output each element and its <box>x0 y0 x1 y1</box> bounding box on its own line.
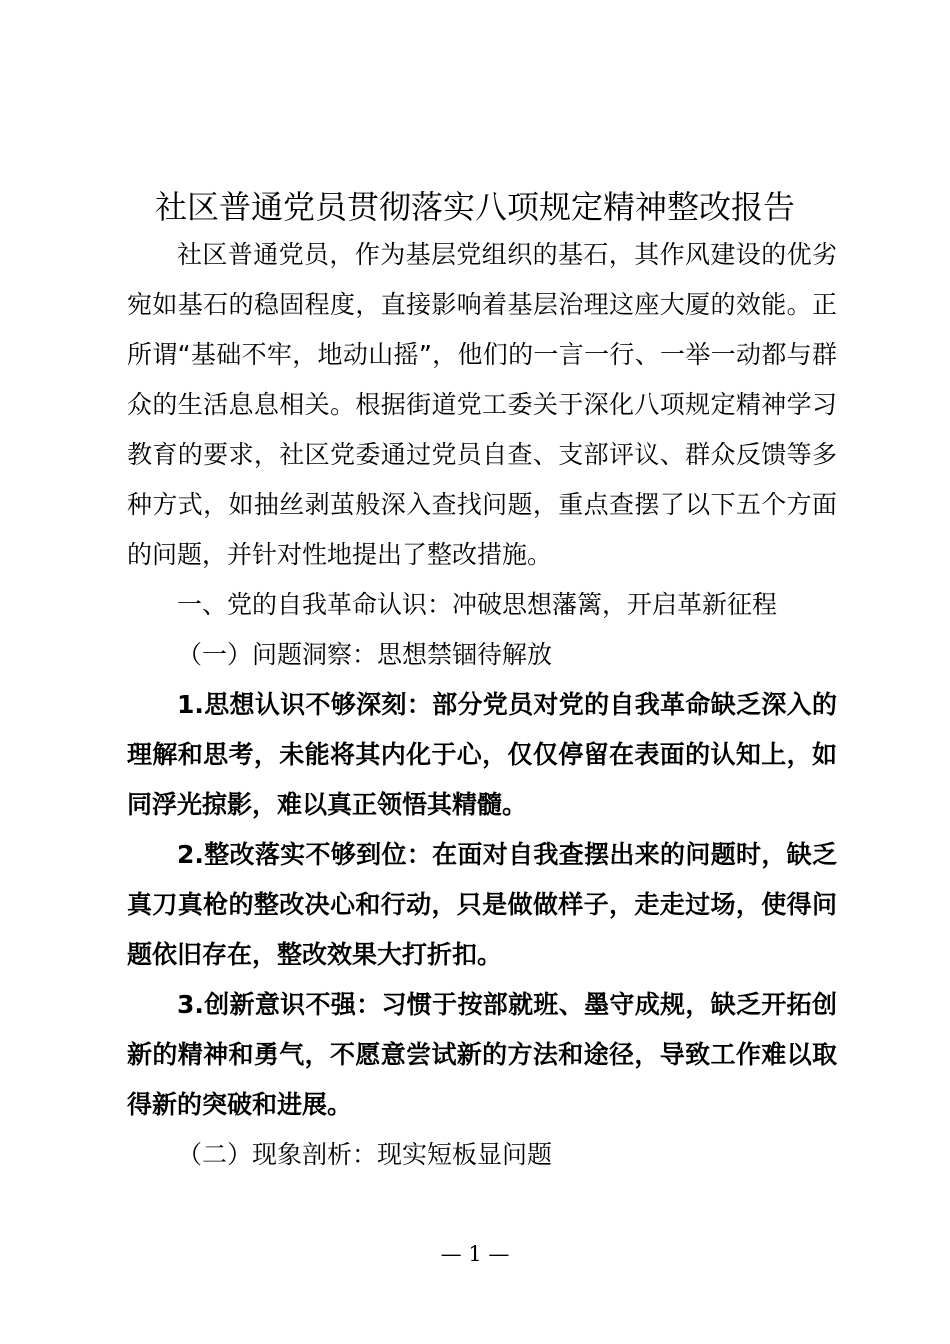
document-body <box>127 230 837 1180</box>
intro-paragraph: 社区普通党员，作为基层党组织的基石，其作风建设的优劣宛如基石的稳固程度，直接影响着基层治理这座大厦的效能。正所谓“基础不牢，地动山摇”，他们的一言一行、一举一动都与群众的生活息息相关。根据街道党工委关于深化八项规定精神学习教育的要求，社区党委通过党员自查、支部评议、群众反馈等多种方式，如抽丝剥茧般深入查找问题，重点查摆了以下五个方面的问题，并针对性地提出了整改措施。 <box>127 240 837 569</box>
subsection-heading-1: （一）问题洞察：思想禁锢待解放 <box>177 640 553 669</box>
document-title: 社区普通党员贯彻落实八项规定精神整改报告 <box>154 188 795 226</box>
issue-item-1: 1.思想认识不够深刻：部分党员对党的自我革命缺乏深入的理解和思考，未能将其内化于心，仅仅停留在表面的认知上，如同浮光掠影，难以真正领悟其精髓。 <box>127 690 837 819</box>
issue-item-3: 3.创新意识不强：习惯于按部就班、墨守成规，缺乏开拓创新的精神和勇气，不愿意尝试新的方法和途径，导致工作难以取得新的突破和进展。 <box>127 990 837 1119</box>
page-number: — 1 — <box>440 1242 510 1266</box>
section-heading-1: 一、党的自我革命认识：冲破思想藩篱，开启革新征程 <box>177 590 778 619</box>
subsection-heading-2: （二）现象剖析：现实短板显问题 <box>177 1140 553 1169</box>
issue-item-2: 2.整改落实不够到位：在面对自我查摆出来的问题时，缺乏真刀真枪的整改决心和行动，只是做做样子，走走过场，使得问题依旧存在，整改效果大打折扣。 <box>127 840 837 969</box>
